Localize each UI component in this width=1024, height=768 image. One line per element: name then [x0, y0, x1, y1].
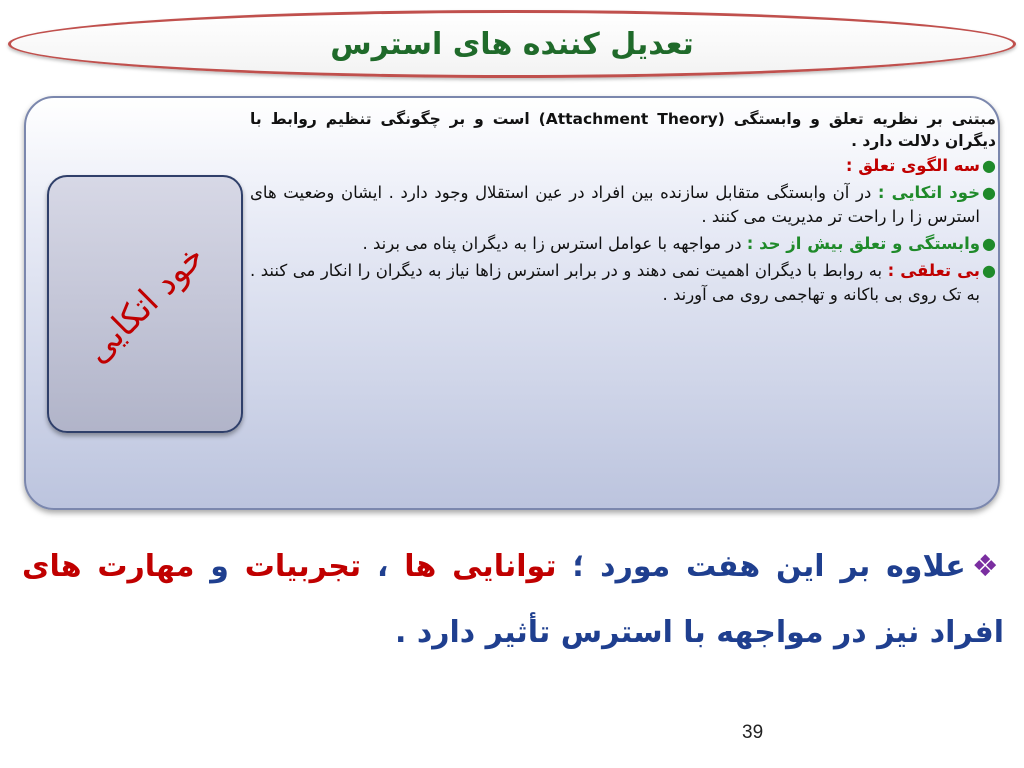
- list-item: [250, 181, 996, 229]
- statement-skills: مهارت های: [22, 549, 195, 584]
- bullet-text: در آن وابستگی متقابل سازنده بین افراد در عین استقلال وجود دارد . ایشان وضعیت های استرس زا را راحت تر مدیریت می کنند .: [250, 183, 980, 226]
- bullet-text: به روابط با دیگران اهمیت نمی دهند و در برابر استرس زاها نیاز به دیگران را انکار می کنند . به تک روی بی باکانه و تهاجمی روی می آورند .: [250, 261, 980, 304]
- title-banner: [8, 10, 1016, 78]
- statement-experiences: تجربیات: [244, 549, 362, 584]
- bullet-heading: بی تعلقی :: [887, 261, 980, 280]
- bottom-statement: [22, 534, 1004, 666]
- bullet-dot-icon: ●: [982, 234, 996, 253]
- bullet-dot-icon: ●: [982, 261, 996, 280]
- bullet-dot-icon: ●: [982, 183, 996, 202]
- intro-text: مبتنی بر نظریه تعلق و وابستگی (Attachment Theory) است و بر چگونگی تنظیم روابط با دیگران دلالت دارد .: [250, 110, 996, 150]
- bullet-heading: وابستگی و تعلق بیش از حد :: [746, 234, 980, 253]
- bullet-heading: خود اتکایی :: [877, 183, 980, 202]
- statement-separator: ،: [361, 549, 405, 584]
- list-item: [250, 154, 996, 178]
- list-item: [250, 259, 996, 307]
- bullet-dot-icon: ●: [982, 156, 996, 175]
- diamond-bullet-icon: ❖: [971, 549, 1004, 584]
- highlight-box: [47, 175, 243, 433]
- statement-text-1: علاوه بر این هفت مورد ؛: [556, 549, 966, 584]
- bullet-text: در مواجهه با عوامل استرس زا به دیگران پناه می برند .: [362, 234, 747, 253]
- slide-title: تعدیل کننده های استرس: [330, 26, 694, 62]
- highlight-box-label: خود اتکایی: [77, 236, 213, 372]
- attachment-patterns-list: [250, 154, 996, 307]
- statement-text-2: افراد نیز در مواجهه با استرس تأثیر دارد .: [394, 615, 1004, 650]
- bullet-heading: سه الگوی تعلق :: [845, 156, 980, 175]
- page-number: 39: [742, 722, 764, 743]
- statement-and: و: [194, 549, 245, 584]
- panel-content: [250, 108, 996, 310]
- list-item: [250, 232, 996, 256]
- statement-abilities: توانایی ها: [404, 549, 557, 584]
